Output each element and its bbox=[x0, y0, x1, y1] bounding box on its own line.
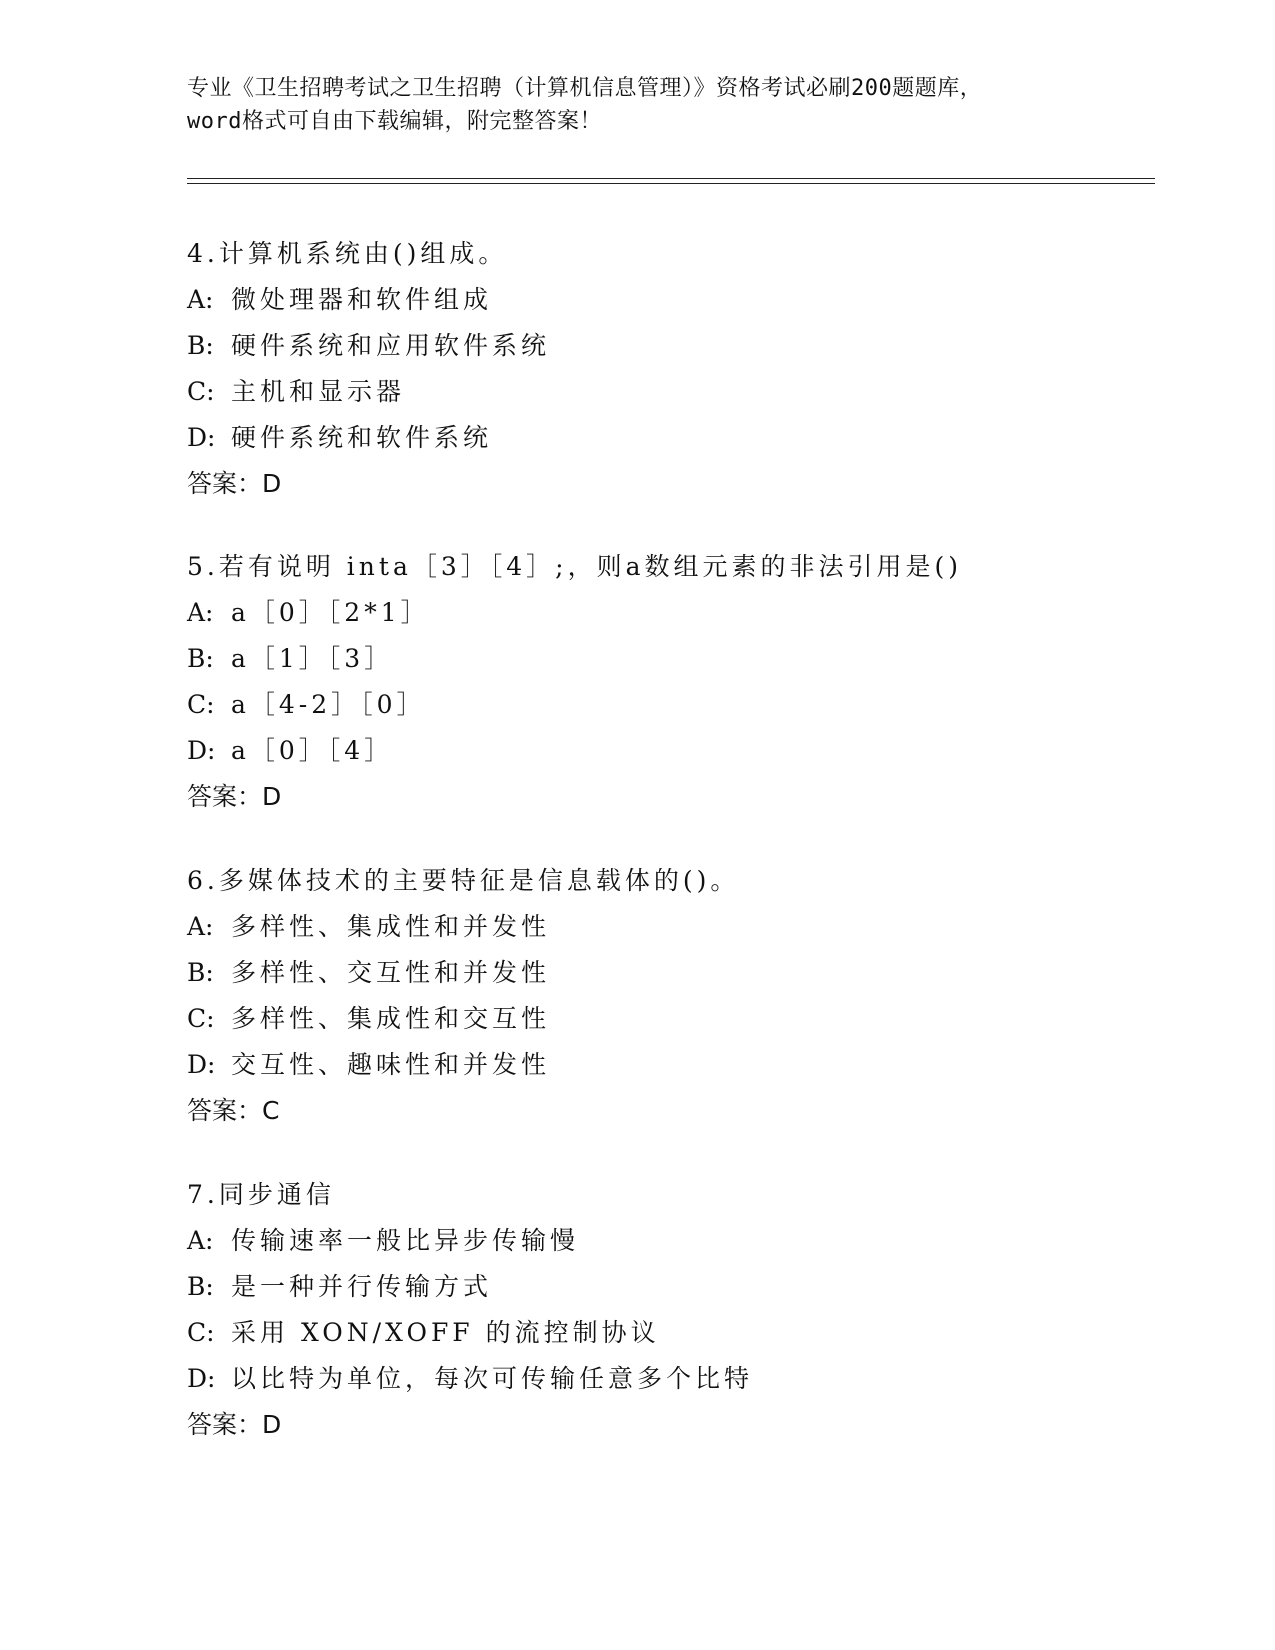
option-text: a［4-2］［0］ bbox=[231, 690, 426, 719]
answer-line: 答案：D bbox=[187, 782, 282, 811]
option-b bbox=[187, 1264, 1137, 1310]
option-letter: D: bbox=[187, 1364, 216, 1393]
option-d bbox=[187, 1042, 1137, 1088]
option-text: a［1］［3］ bbox=[231, 644, 394, 673]
question-5 bbox=[187, 544, 1137, 820]
option-letter: A: bbox=[187, 912, 214, 941]
question-stem: 6.多媒体技术的主要特征是信息载体的()。 bbox=[187, 866, 740, 895]
option-letter: D: bbox=[187, 423, 216, 452]
option-c bbox=[187, 996, 1137, 1042]
option-text: 交互性、趣味性和并发性 bbox=[231, 1050, 551, 1079]
answer-line: 答案：C bbox=[187, 1096, 280, 1125]
option-text: 主机和显示器 bbox=[231, 377, 406, 406]
option-letter: C: bbox=[187, 1004, 215, 1033]
option-c bbox=[187, 369, 1137, 415]
option-a bbox=[187, 277, 1137, 323]
option-letter: B: bbox=[187, 644, 214, 673]
option-d bbox=[187, 415, 1137, 461]
option-text: 多样性、交互性和并发性 bbox=[231, 958, 551, 987]
option-letter: B: bbox=[187, 1272, 214, 1301]
option-text: 多样性、集成性和并发性 bbox=[231, 912, 551, 941]
option-letter: A: bbox=[187, 1226, 214, 1255]
option-d bbox=[187, 728, 1137, 774]
option-b bbox=[187, 950, 1137, 996]
question-4 bbox=[187, 231, 1137, 507]
document-header bbox=[187, 72, 1087, 138]
question-stem: 4.计算机系统由()组成。 bbox=[187, 239, 508, 268]
option-letter: A: bbox=[187, 285, 214, 314]
option-letter: D: bbox=[187, 1050, 216, 1079]
option-letter: B: bbox=[187, 331, 214, 360]
option-text: a［0］［2*1］ bbox=[231, 598, 430, 627]
question-7 bbox=[187, 1172, 1137, 1448]
option-letter: A: bbox=[187, 598, 214, 627]
option-text: a［0］［4］ bbox=[231, 736, 394, 765]
option-b bbox=[187, 636, 1137, 682]
question-6 bbox=[187, 858, 1137, 1134]
option-a bbox=[187, 1218, 1137, 1264]
option-a bbox=[187, 904, 1137, 950]
header-divider-top bbox=[187, 178, 1155, 179]
header-line-2: word格式可自由下载编辑，附完整答案！ bbox=[187, 109, 602, 134]
answer-line: 答案：D bbox=[187, 469, 282, 498]
option-letter: C: bbox=[187, 690, 215, 719]
header-line-1: 专业《卫生招聘考试之卫生招聘（计算机信息管理）》资格考试必刷200题题库， bbox=[187, 76, 983, 101]
option-text: 多样性、集成性和交互性 bbox=[231, 1004, 551, 1033]
option-letter: C: bbox=[187, 377, 215, 406]
option-text: 传输速率一般比异步传输慢 bbox=[231, 1226, 580, 1255]
option-c bbox=[187, 682, 1137, 728]
answer-line: 答案：D bbox=[187, 1410, 282, 1439]
option-letter: B: bbox=[187, 958, 214, 987]
option-text: 以比特为单位，每次可传输任意多个比特 bbox=[231, 1364, 754, 1393]
option-d bbox=[187, 1356, 1137, 1402]
option-text: 硬件系统和应用软件系统 bbox=[231, 331, 551, 360]
option-letter: D: bbox=[187, 736, 216, 765]
option-text: 是一种并行传输方式 bbox=[231, 1272, 493, 1301]
question-stem: 5.若有说明 inta［3］［4］;，则a数组元素的非法引用是() bbox=[187, 552, 962, 581]
option-b bbox=[187, 323, 1137, 369]
header-divider-bottom bbox=[187, 183, 1155, 184]
option-c bbox=[187, 1310, 1137, 1356]
question-stem: 7.同步通信 bbox=[187, 1180, 335, 1209]
option-a bbox=[187, 590, 1137, 636]
option-letter: C: bbox=[187, 1318, 215, 1347]
option-text: 硬件系统和软件系统 bbox=[231, 423, 493, 452]
option-text: 采用 XON/XOFF 的流控制协议 bbox=[231, 1318, 660, 1347]
option-text: 微处理器和软件组成 bbox=[231, 285, 493, 314]
